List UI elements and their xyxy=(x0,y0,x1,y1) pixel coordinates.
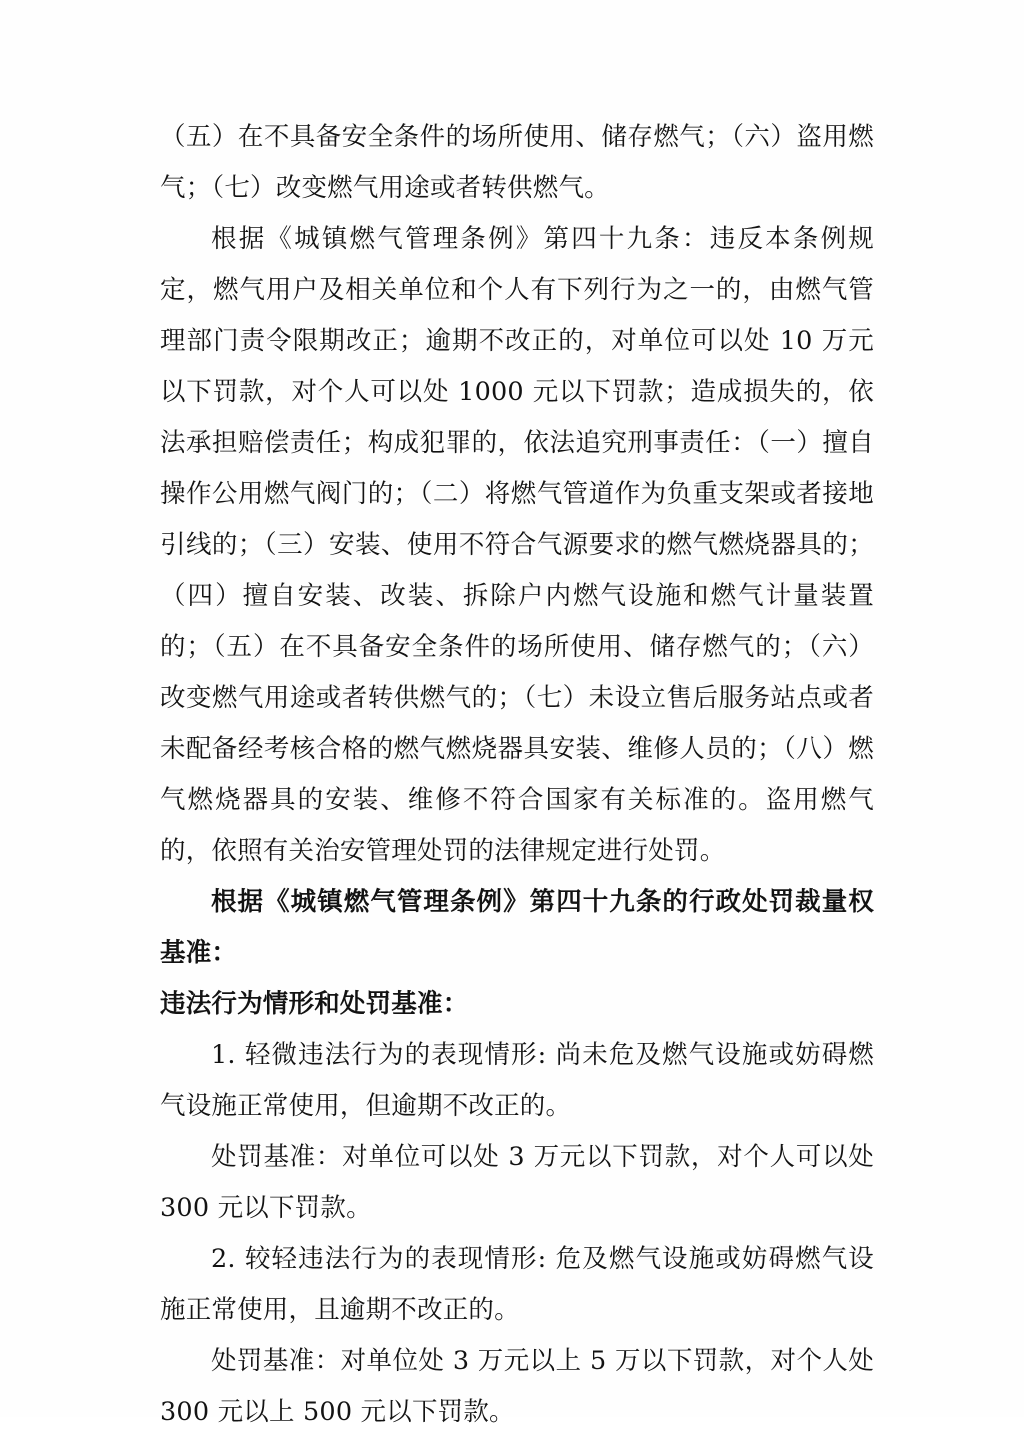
document-body xyxy=(160,112,874,1438)
paragraph-level-2-penalty: 处罚基准：对单位处 3 万元以上 5 万以下罚款，对个人处 300 元以上 500 元以下罚款。 xyxy=(160,1346,875,1427)
paragraph-article-49: 根据《城镇燃气管理条例》第四十九条：违反本条例规定，燃气用户及相关单位和个人有下列行为之一的，由燃气管理部门责令限期改正；逾期不改正的，对单位可以处 10 万元以下罚款，对个人可以处 1000 元以下罚款；造成损失的，依法承担赔偿责任；构成犯罪的，依法追究刑事责任：（一）擅自操作公用燃气阀门的；（二）将燃气管道作为负重支架或者接地引线的；（三）安装、使用不符合气源要求的燃气燃烧器具的；（四）擅自安装、改装、拆除户内燃气设施和燃气计量装置的；（五）在不具备安全条件的场所使用、储存燃气的；（六）改变燃气用途或者转供燃气的；（七）未设立售后服务站点或者未配备经考核合格的燃气燃烧器具安装、维修人员的；（八）燃气燃烧器具的安装、维修不符合国家有关标准的。盗用燃气的，依照有关治安管理处罚的法律规定进行处罚。 xyxy=(160,224,874,866)
paragraph-discretion-standard: 根据《城镇燃气管理条例》第四十九条的行政处罚裁量权基准： xyxy=(160,887,874,968)
paragraph-continued-items: （五）在不具备安全条件的场所使用、储存燃气；（六）盗用燃气；（七）改变燃气用途或者转供燃气。 xyxy=(160,122,874,203)
paragraph-level-1-penalty: 处罚基准：对单位可以处 3 万元以下罚款，对个人可以处 300 元以下罚款。 xyxy=(160,1142,874,1223)
paragraph-level-2-situation: 2. 较轻违法行为的表现情形: 危及燃气设施或妨碍燃气设施正常使用，且逾期不改正的。 xyxy=(160,1244,874,1325)
paragraph-level-1-situation: 1. 轻微违法行为的表现情形: 尚未危及燃气设施或妨碍燃气设施正常使用，但逾期不改正的。 xyxy=(160,1040,874,1121)
paragraph-violation-heading: 违法行为情形和处罚基准： xyxy=(160,989,469,1019)
